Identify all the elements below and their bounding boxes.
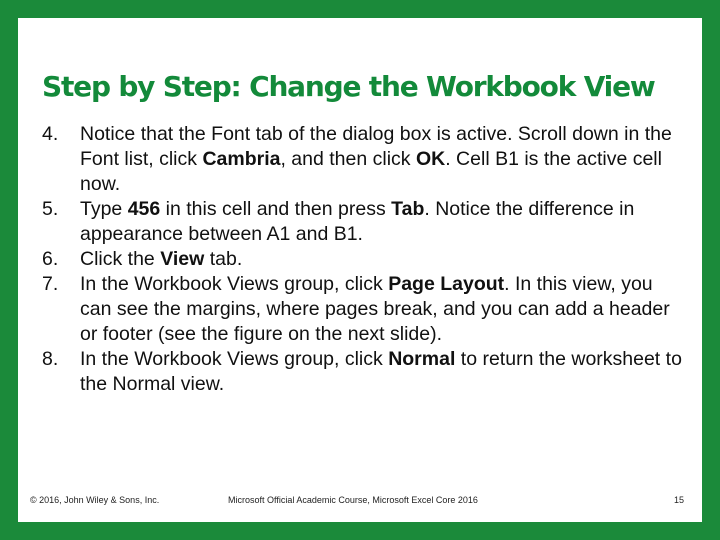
step-item xyxy=(42,272,682,347)
slide xyxy=(18,18,702,522)
step-item xyxy=(42,197,682,247)
step-text: In the Workbook Views group, click xyxy=(80,273,389,295)
step-text: to return the worksheet to the Normal view. xyxy=(80,348,682,395)
step-text: tab. xyxy=(204,248,243,270)
step-text: . Cell B1 is the active cell now. xyxy=(80,148,662,195)
step-emphasis: Normal xyxy=(388,348,456,370)
page-number: 15 xyxy=(673,495,684,505)
step-emphasis: Tab xyxy=(391,198,425,220)
step-text: in this cell and then press xyxy=(160,198,392,220)
step-number: 4. xyxy=(42,123,59,145)
step-emphasis: 456 xyxy=(127,198,161,220)
step-number: 5. xyxy=(42,198,59,220)
step-text: Type xyxy=(80,198,128,220)
step-text: . Notice the difference in appearance between A1 and B1. xyxy=(80,198,635,245)
step-text: . In this view, you can see the margins, where pages break, and you can add a header or footer (see the figure on the next slide). xyxy=(80,273,670,345)
footer-copyright: © 2016, John Wiley & Sons, Inc. xyxy=(30,495,160,505)
step-number: 8. xyxy=(42,348,59,370)
step-text: Notice that the Font tab of the dialog box is active. Scroll down in the Font list, click xyxy=(80,123,672,170)
step-item xyxy=(42,347,682,397)
step-text: Click the xyxy=(80,248,161,270)
step-emphasis: OK xyxy=(415,148,446,170)
footer-course: Microsoft Official Academic Course, Microsoft Excel Core 2016 xyxy=(228,495,478,505)
step-item xyxy=(42,247,682,272)
step-number: 6. xyxy=(42,248,59,270)
step-emphasis: Page Layout xyxy=(388,273,505,295)
step-number: 7. xyxy=(42,273,59,295)
step-text: In the Workbook Views group, click xyxy=(80,348,389,370)
step-emphasis: Cambria xyxy=(202,148,281,170)
step-item xyxy=(42,122,682,197)
step-list xyxy=(42,122,682,397)
slide-title: Step by Step: Change the Workbook View xyxy=(42,70,655,103)
step-text: , and then click xyxy=(280,148,416,170)
step-emphasis: View xyxy=(160,248,205,270)
